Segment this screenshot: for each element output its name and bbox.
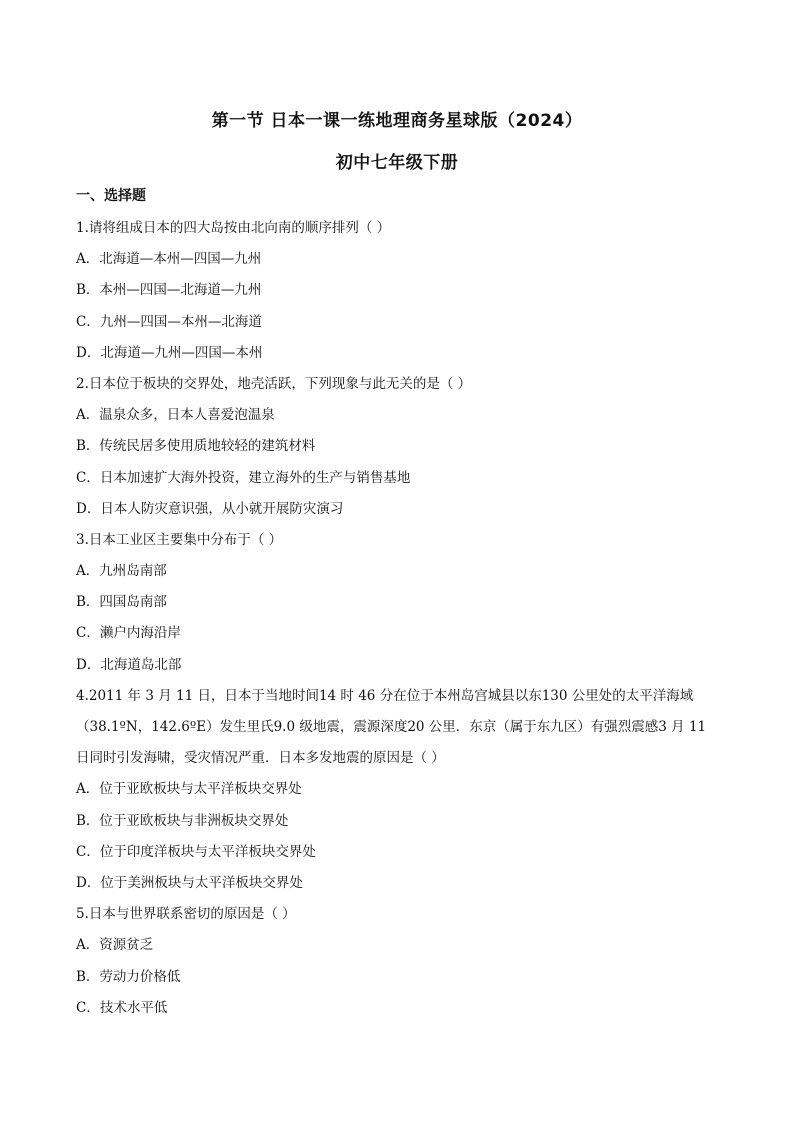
question-2-option-d: D．日本人防灾意识强，从小就开展防灾演习 xyxy=(76,500,344,517)
question-4-stem-line-3: 日同时引发海啸，受灾情况严重．日本多发地震的原因是（ ） xyxy=(76,750,445,767)
question-4-option-c: C．位于印度洋板块与太平洋板块交界处 xyxy=(76,843,316,860)
question-2-option-b: B．传统民居多使用质地较轻的建筑材料 xyxy=(76,438,316,455)
question-2-stem: 2.日本位于板块的交界处，地壳活跃，下列现象与此无关的是（ ） xyxy=(76,375,472,392)
section-heading: 一、选择题 xyxy=(76,188,146,204)
question-4-stem-line-2: （38.1ºN，142.6ºE）发生里氏9.0 级地震，震源深度20 公里．东京（属于东九区）有强烈震感3 月 11 xyxy=(76,719,707,735)
question-4-stem-line-1: 4.2011 年 3 月 11 日，日本于当地时间14 时 46 分在位于本州岛宫城县以东130 公里处的太平洋海域 xyxy=(76,687,694,704)
document-subtitle: 初中七年级下册 xyxy=(335,153,459,173)
question-1-option-b: B．本州—四国—北海道—九州 xyxy=(76,282,262,299)
question-1-stem: 1.请将组成日本的四大岛按由北向南的顺序排列（ ） xyxy=(76,220,391,236)
question-5-option-b: B．劳动力价格低 xyxy=(76,968,181,985)
question-2-option-a: A．温泉众多，日本人喜爱泡温泉 xyxy=(76,407,275,424)
question-3-option-c: C．濑户内海沿岸 xyxy=(76,625,181,642)
question-4-option-d: D．位于美洲板块与太平洋板块交界处 xyxy=(76,874,303,891)
question-4-option-b: B．位于亚欧板块与非洲板块交界处 xyxy=(76,812,289,829)
question-2-option-c: C．日本加速扩大海外投资，建立海外的生产与销售基地 xyxy=(76,469,411,486)
question-3-option-a: A．九州岛南部 xyxy=(76,563,167,580)
question-3-option-b: B．四国岛南部 xyxy=(76,594,167,611)
question-1-option-d: D．北海道—九州—四国—本州 xyxy=(76,344,263,361)
question-1-option-c: C．九州—四国—本州—北海道 xyxy=(76,313,262,330)
document-title: 第一节 日本一课一练地理商务星球版（2024） xyxy=(211,111,583,131)
question-1-option-a: A．北海道—本州—四国—九州 xyxy=(76,251,262,268)
question-3-option-d: D．北海道岛北部 xyxy=(76,656,182,673)
question-list xyxy=(76,213,726,1024)
question-5-option-c: C．技术水平低 xyxy=(76,999,168,1016)
question-5-option-a: A．资源贫乏 xyxy=(76,937,154,954)
question-4-option-a: A．位于亚欧板块与太平洋板块交界处 xyxy=(76,781,302,798)
question-5-stem: 5.日本与世界联系密切的原因是（ ） xyxy=(76,906,296,923)
question-3-stem: 3.日本工业区主要集中分布于（ ） xyxy=(76,531,283,548)
